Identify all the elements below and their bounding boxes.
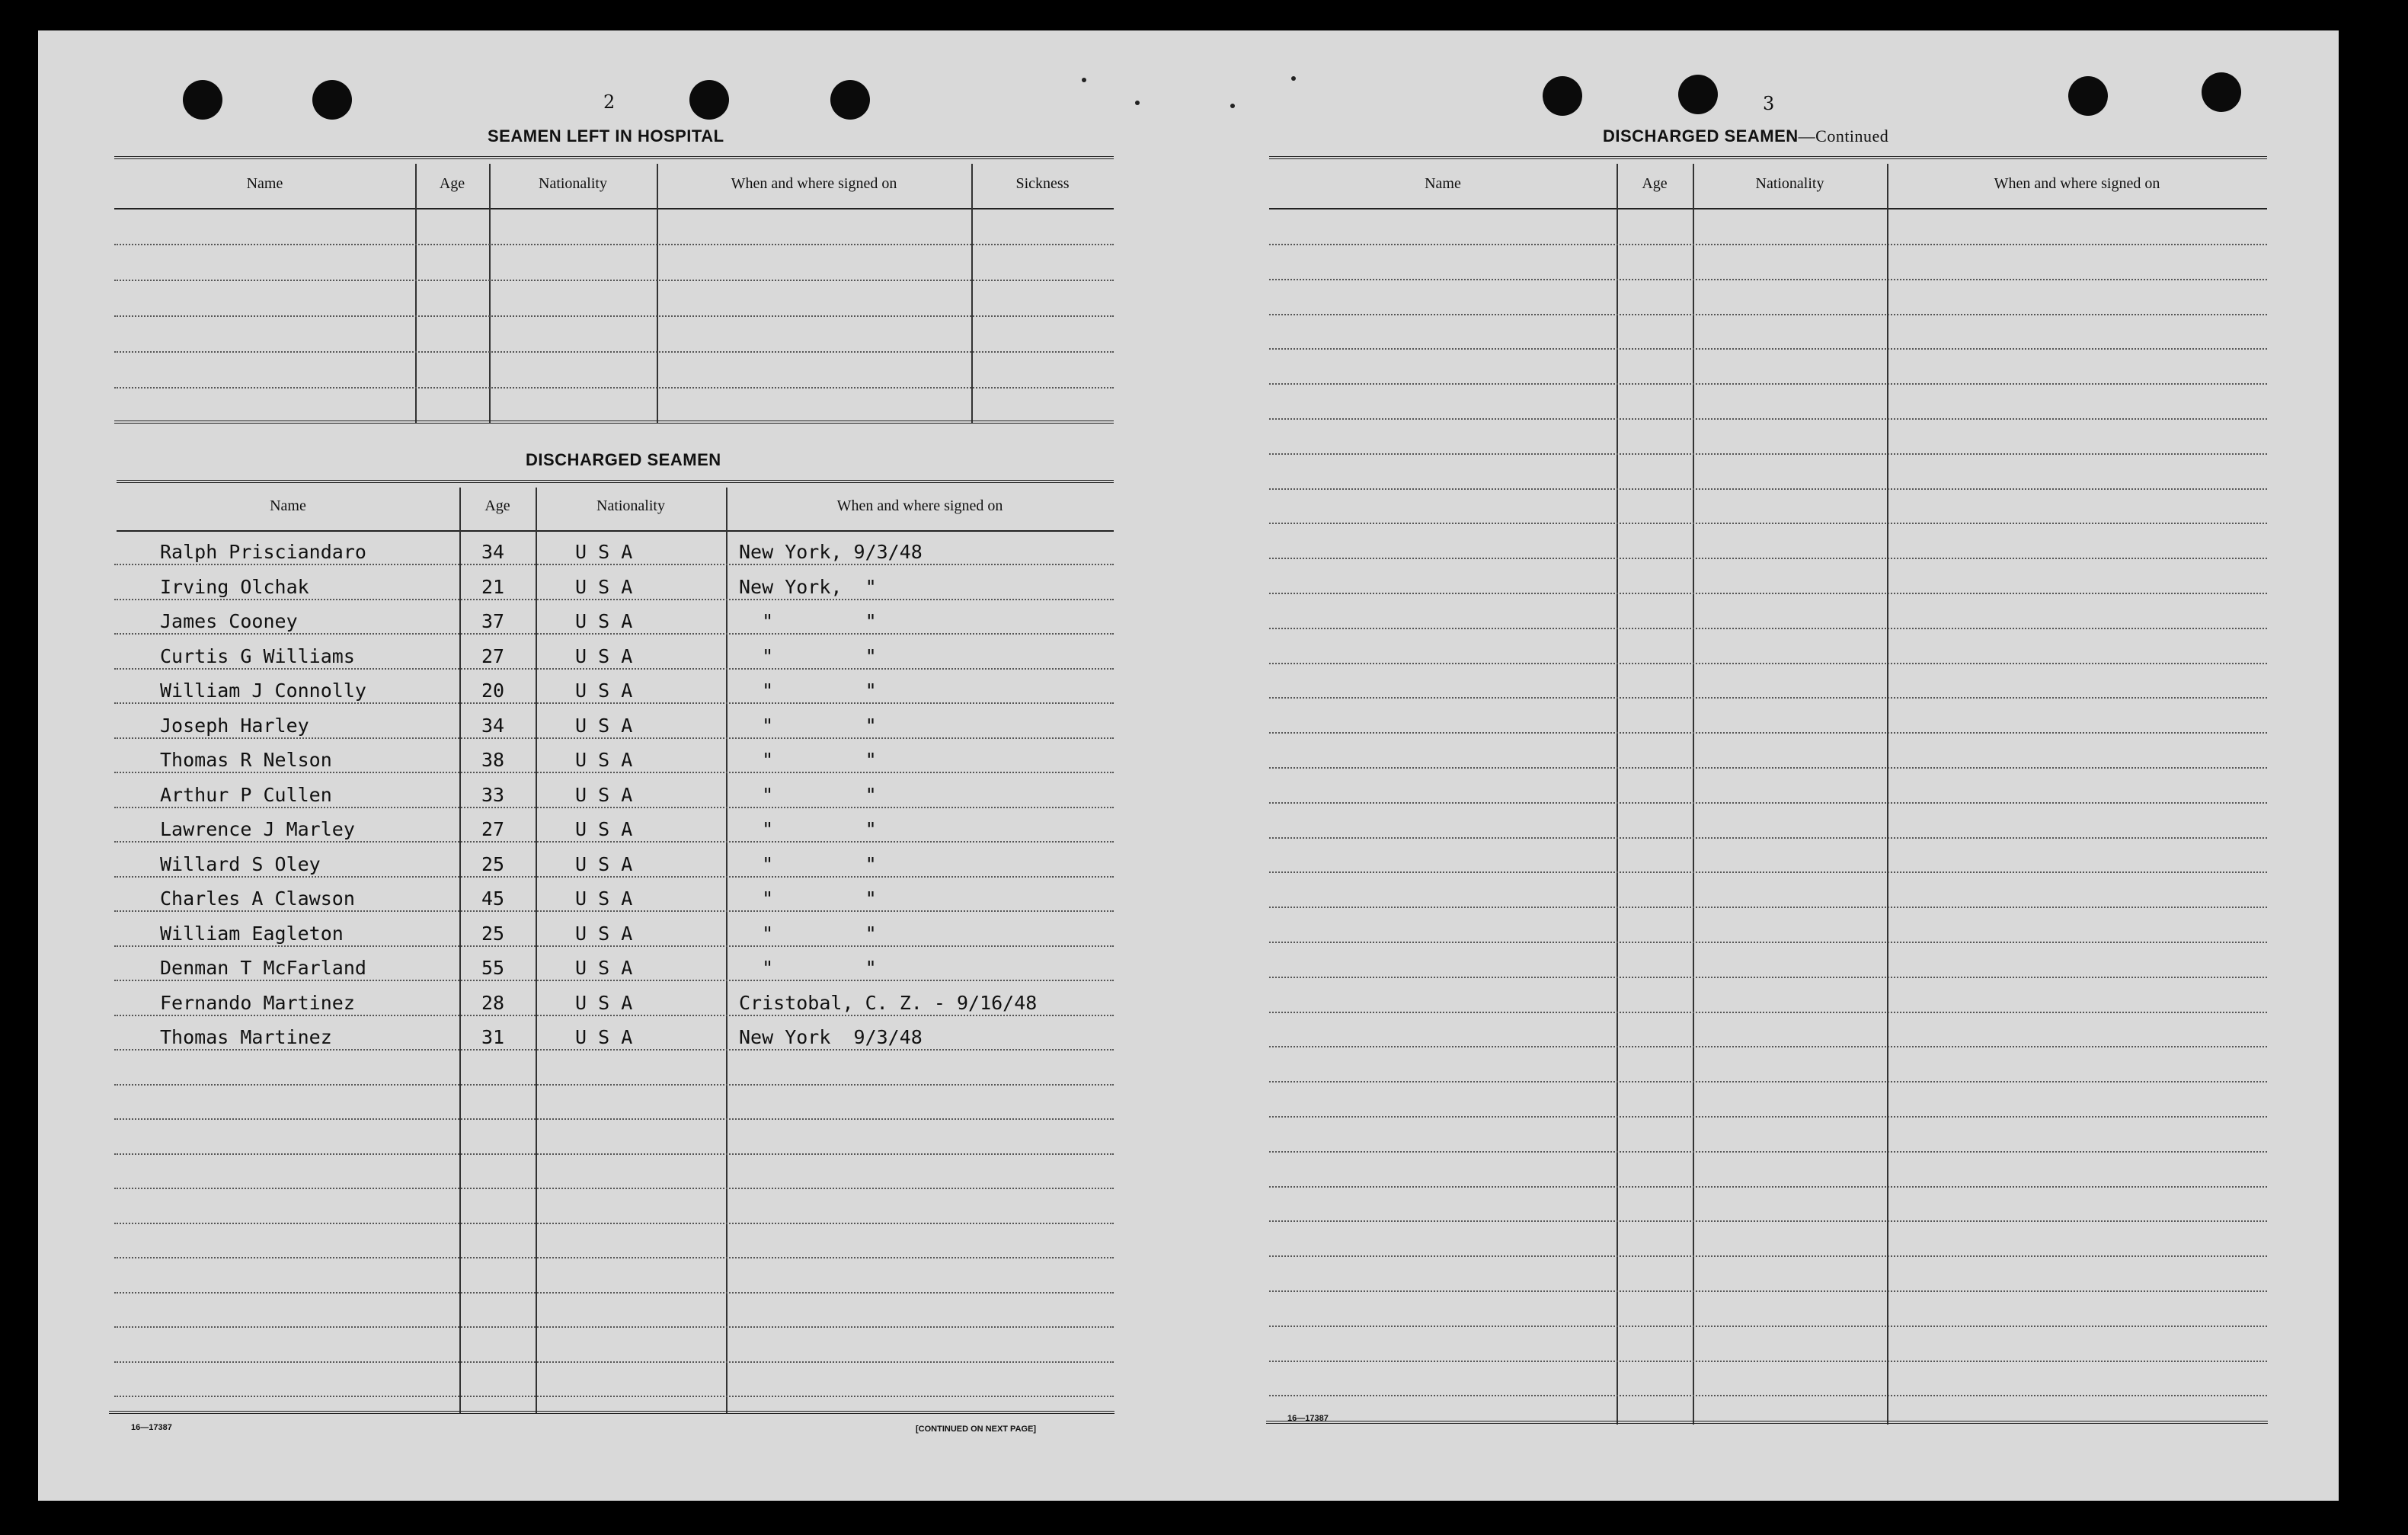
discharged-row-line bbox=[114, 772, 1114, 773]
discharged-section-title: DISCHARGED SEAMEN bbox=[526, 450, 721, 469]
discharged-row-line bbox=[114, 1223, 1114, 1224]
right-row-line bbox=[1269, 453, 2267, 455]
discharged-col-name: Name bbox=[270, 497, 306, 514]
right-row-line bbox=[1269, 697, 2267, 699]
discharged-row-line bbox=[114, 841, 1114, 843]
discharged-col-signed-on: When and where signed on bbox=[836, 497, 1003, 514]
punch-hole bbox=[1543, 76, 1582, 116]
right-row-line bbox=[1269, 907, 2267, 908]
right-row-line bbox=[1269, 1290, 2267, 1292]
row-nationality: U S A bbox=[575, 715, 633, 737]
right-row-line bbox=[1269, 628, 2267, 629]
row-name: Denman T McFarland bbox=[160, 957, 366, 979]
right-row-line bbox=[1269, 1220, 2267, 1222]
row-age: 25 bbox=[481, 923, 505, 945]
discharged-row-line bbox=[114, 807, 1114, 808]
right-row-line bbox=[1269, 488, 2267, 490]
discharged-col-age: Age bbox=[484, 497, 510, 514]
discharged-row-line bbox=[114, 1049, 1114, 1051]
speck bbox=[1230, 104, 1235, 108]
row-signed-on: " " bbox=[739, 610, 877, 632]
row-name: Charles A Clawson bbox=[160, 887, 355, 910]
hospital-col-signed-on: When and where signed on bbox=[731, 175, 897, 192]
row-age: 27 bbox=[481, 645, 505, 667]
right-col-divider bbox=[1693, 164, 1694, 1425]
discharged-row-line bbox=[114, 668, 1114, 670]
row-name: James Cooney bbox=[160, 610, 298, 632]
hospital-header-rule bbox=[114, 208, 1114, 209]
right-row-line bbox=[1269, 314, 2267, 315]
hospital-col-divider bbox=[657, 164, 658, 423]
row-signed-on: " " bbox=[739, 715, 877, 737]
discharged-row-line bbox=[114, 633, 1114, 635]
discharged-row-line bbox=[114, 1153, 1114, 1155]
right-title-main: DISCHARGED SEAMEN bbox=[1603, 126, 1799, 146]
row-signed-on: New York 9/3/48 bbox=[739, 1026, 923, 1048]
right-row-line bbox=[1269, 279, 2267, 280]
row-signed-on: " " bbox=[739, 923, 877, 945]
row-name: Thomas Martinez bbox=[160, 1026, 332, 1048]
page-number-right: 3 bbox=[1763, 93, 1775, 114]
discharged-row-line bbox=[114, 910, 1114, 912]
discharged-header-rule bbox=[117, 530, 1114, 532]
form-number-right: 16—17387 bbox=[1287, 1414, 1329, 1423]
punch-hole bbox=[689, 80, 729, 120]
row-signed-on: " " bbox=[739, 749, 877, 771]
right-row-line bbox=[1269, 663, 2267, 664]
punch-hole bbox=[183, 80, 222, 120]
discharged-col-nationality: Nationality bbox=[596, 497, 665, 514]
right-row-line bbox=[1269, 1361, 2267, 1362]
form-number-left: 16—17387 bbox=[131, 1423, 172, 1432]
right-col-signed-on: When and where signed on bbox=[1994, 175, 2160, 192]
row-nationality: U S A bbox=[575, 853, 633, 875]
discharged-row-line bbox=[114, 945, 1114, 947]
right-col-age: Age bbox=[1642, 175, 1668, 192]
hospital-row-line bbox=[114, 387, 1114, 389]
discharged-row-line bbox=[114, 1396, 1114, 1397]
row-age: 21 bbox=[481, 576, 505, 598]
right-col-divider bbox=[1617, 164, 1618, 1425]
row-nationality: U S A bbox=[575, 645, 633, 667]
row-nationality: U S A bbox=[575, 887, 633, 910]
right-row-line bbox=[1269, 593, 2267, 594]
right-title-continued: —Continued bbox=[1798, 126, 1889, 146]
row-nationality: U S A bbox=[575, 541, 633, 563]
row-nationality: U S A bbox=[575, 784, 633, 806]
discharged-row-line bbox=[114, 1326, 1114, 1328]
row-signed-on: " " bbox=[739, 957, 877, 979]
row-nationality: U S A bbox=[575, 957, 633, 979]
row-name: William J Connolly bbox=[160, 680, 366, 702]
right-row-line bbox=[1269, 418, 2267, 420]
row-age: 45 bbox=[481, 887, 505, 910]
row-name: Curtis G Williams bbox=[160, 645, 355, 667]
punch-hole bbox=[830, 80, 870, 120]
row-signed-on: " " bbox=[739, 784, 877, 806]
right-row-line bbox=[1269, 1081, 2267, 1082]
right-table-top-rule bbox=[1269, 156, 2267, 159]
right-row-line bbox=[1269, 1395, 2267, 1396]
row-signed-on: New York, " bbox=[739, 576, 877, 598]
row-name: Irving Olchak bbox=[160, 576, 309, 598]
punch-hole bbox=[2068, 76, 2108, 116]
row-name: Thomas R Nelson bbox=[160, 749, 332, 771]
discharged-table-top-rule bbox=[117, 480, 1114, 483]
row-name: Joseph Harley bbox=[160, 715, 309, 737]
row-age: 25 bbox=[481, 853, 505, 875]
right-row-line bbox=[1269, 244, 2267, 245]
discharged-row-line bbox=[114, 1361, 1114, 1363]
right-row-line bbox=[1269, 1116, 2267, 1118]
row-age: 38 bbox=[481, 749, 505, 771]
row-signed-on: New York, 9/3/48 bbox=[739, 541, 923, 563]
right-row-line bbox=[1269, 383, 2267, 385]
row-nationality: U S A bbox=[575, 923, 633, 945]
right-row-line bbox=[1269, 977, 2267, 978]
right-header-rule bbox=[1269, 208, 2267, 209]
speck bbox=[1082, 78, 1086, 82]
right-row-line bbox=[1269, 767, 2267, 769]
hospital-section-title: SEAMEN LEFT IN HOSPITAL bbox=[488, 126, 724, 146]
row-age: 34 bbox=[481, 715, 505, 737]
speck bbox=[1291, 76, 1296, 81]
right-row-line bbox=[1269, 1151, 2267, 1153]
hospital-col-name: Name bbox=[246, 175, 283, 192]
row-name: Lawrence J Marley bbox=[160, 818, 355, 840]
page-number-left: 2 bbox=[603, 91, 616, 113]
discharged-row-line bbox=[114, 1084, 1114, 1086]
row-nationality: U S A bbox=[575, 749, 633, 771]
row-age: 55 bbox=[481, 957, 505, 979]
row-nationality: U S A bbox=[575, 992, 633, 1014]
hospital-col-divider bbox=[489, 164, 491, 423]
document-sheet bbox=[38, 30, 2339, 1501]
row-age: 37 bbox=[481, 610, 505, 632]
right-row-line bbox=[1269, 1255, 2267, 1257]
discharged-row-line bbox=[114, 599, 1114, 600]
hospital-col-divider bbox=[415, 164, 417, 423]
row-signed-on: Cristobal, C. Z. - 9/16/48 bbox=[739, 992, 1038, 1014]
right-col-nationality: Nationality bbox=[1755, 175, 1824, 192]
row-signed-on: " " bbox=[739, 853, 877, 875]
right-row-line bbox=[1269, 558, 2267, 559]
discharged-col-divider bbox=[726, 488, 728, 1413]
hospital-col-nationality: Nationality bbox=[539, 175, 607, 192]
row-signed-on: " " bbox=[739, 680, 877, 702]
hospital-col-sickness: Sickness bbox=[1015, 175, 1070, 192]
right-col-divider bbox=[1887, 164, 1888, 1425]
right-row-line bbox=[1269, 348, 2267, 350]
discharged-row-line bbox=[114, 1188, 1114, 1189]
row-age: 28 bbox=[481, 992, 505, 1014]
row-age: 33 bbox=[481, 784, 505, 806]
row-age: 34 bbox=[481, 541, 505, 563]
row-name: Willard S Oley bbox=[160, 853, 321, 875]
right-section-title bbox=[1603, 126, 1888, 146]
punch-hole bbox=[2202, 72, 2241, 112]
punch-hole bbox=[312, 80, 352, 120]
right-row-line bbox=[1269, 871, 2267, 873]
row-nationality: U S A bbox=[575, 818, 633, 840]
hospital-table-bottom-rule bbox=[114, 421, 1114, 424]
discharged-row-line bbox=[114, 737, 1114, 739]
speck bbox=[1135, 101, 1140, 105]
row-nationality: U S A bbox=[575, 576, 633, 598]
row-age: 20 bbox=[481, 680, 505, 702]
row-nationality: U S A bbox=[575, 610, 633, 632]
right-row-line bbox=[1269, 523, 2267, 524]
discharged-col-divider bbox=[459, 488, 461, 1413]
right-row-line bbox=[1269, 1012, 2267, 1013]
row-name: Ralph Prisciandaro bbox=[160, 541, 366, 563]
right-row-line bbox=[1269, 802, 2267, 804]
row-age: 27 bbox=[481, 818, 505, 840]
discharged-row-line bbox=[114, 1118, 1114, 1120]
right-col-name: Name bbox=[1425, 175, 1461, 192]
row-name: William Eagleton bbox=[160, 923, 344, 945]
discharged-col-divider bbox=[536, 488, 537, 1413]
row-signed-on: " " bbox=[739, 645, 877, 667]
right-row-line bbox=[1269, 732, 2267, 734]
right-row-line bbox=[1269, 942, 2267, 943]
hospital-col-divider bbox=[971, 164, 973, 423]
discharged-row-line bbox=[114, 1015, 1114, 1016]
row-name: Arthur P Cullen bbox=[160, 784, 332, 806]
hospital-row-line bbox=[114, 280, 1114, 281]
discharged-row-line bbox=[114, 1257, 1114, 1258]
punch-hole bbox=[1678, 75, 1718, 114]
discharged-row-line bbox=[114, 980, 1114, 981]
row-signed-on: " " bbox=[739, 887, 877, 910]
row-age: 31 bbox=[481, 1026, 505, 1048]
row-nationality: U S A bbox=[575, 1026, 633, 1048]
discharged-table-bottom-rule bbox=[109, 1411, 1114, 1414]
hospital-row-line bbox=[114, 351, 1114, 353]
hospital-row-line bbox=[114, 315, 1114, 317]
row-name: Fernando Martinez bbox=[160, 992, 355, 1014]
discharged-row-line bbox=[114, 564, 1114, 565]
discharged-row-line bbox=[114, 702, 1114, 704]
row-signed-on: " " bbox=[739, 818, 877, 840]
hospital-table-top-rule bbox=[114, 156, 1114, 159]
row-nationality: U S A bbox=[575, 680, 633, 702]
discharged-row-line bbox=[114, 1292, 1114, 1294]
hospital-row-line bbox=[114, 244, 1114, 245]
right-table-bottom-rule bbox=[1266, 1421, 2268, 1424]
right-row-line bbox=[1269, 1046, 2267, 1047]
discharged-row-line bbox=[114, 876, 1114, 878]
right-row-line bbox=[1269, 1326, 2267, 1327]
continued-note: [CONTINUED ON NEXT PAGE] bbox=[916, 1425, 1037, 1434]
right-row-line bbox=[1269, 837, 2267, 839]
right-row-line bbox=[1269, 1186, 2267, 1188]
hospital-col-age: Age bbox=[439, 175, 465, 192]
